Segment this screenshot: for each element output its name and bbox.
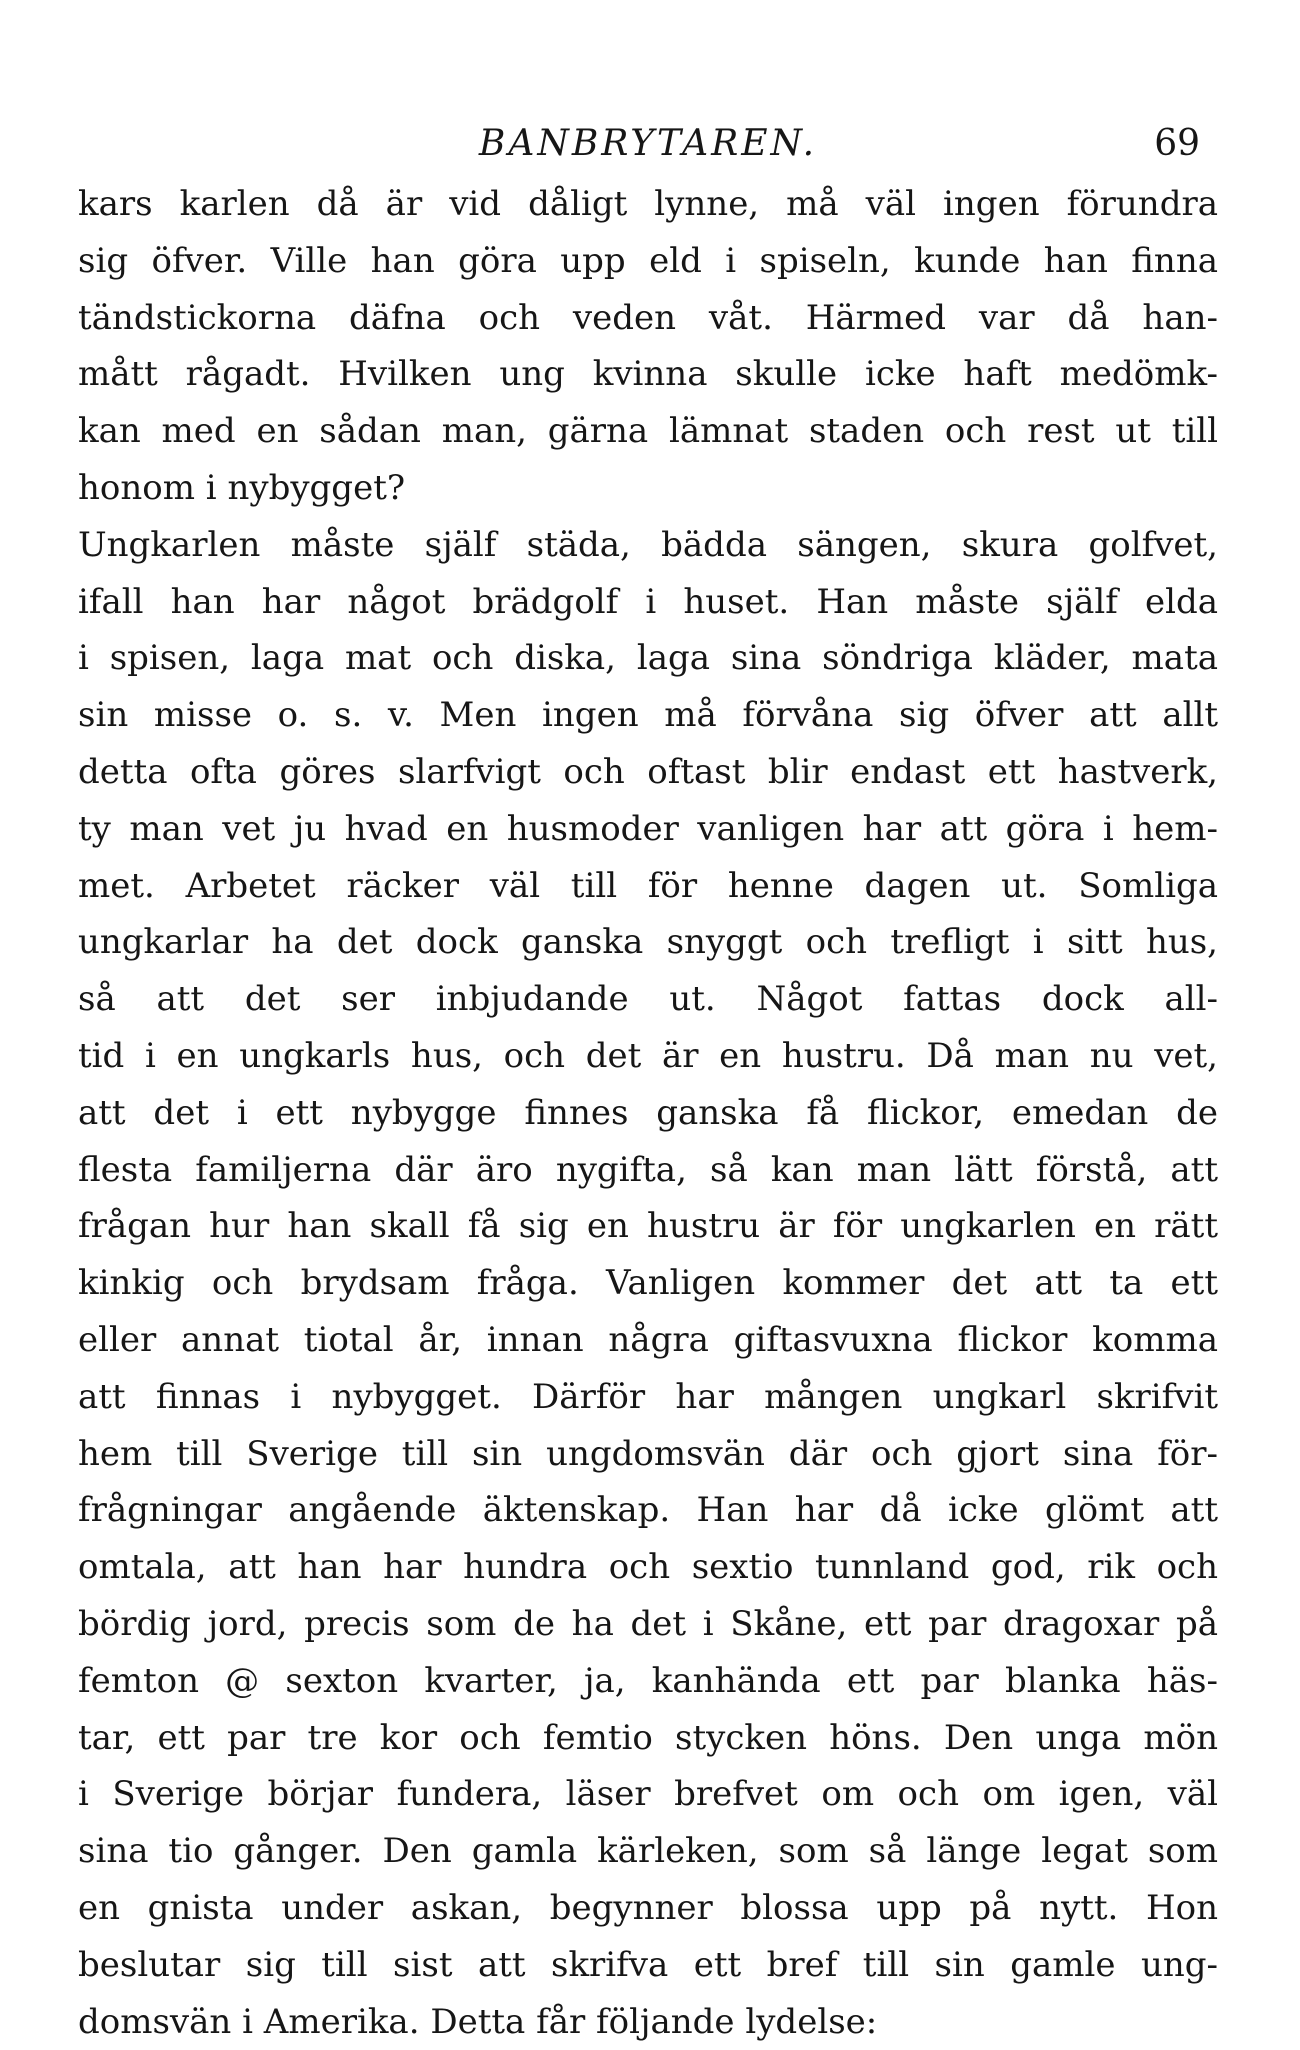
text-line: tändstickorna däfna och veden våt. Härmed var då han-	[78, 290, 1218, 347]
text-line: att finnas i nybygget. Därför har mången ungkarl skrifvit	[78, 1369, 1218, 1426]
text-line: så att det ser inbjudande ut. Något fattas dock all-	[78, 971, 1218, 1028]
text-line: kan med en sådan man, gärna lämnat staden och rest ut till	[78, 403, 1218, 460]
text-line: frågan hur han skall få sig en hustru är för ungkarlen en rätt	[78, 1198, 1218, 1255]
text-line: met. Arbetet räcker väl till för henne dagen ut. Somliga	[78, 858, 1218, 915]
text-line: ifall han har något brädgolf i huset. Han måste själf elda	[78, 574, 1218, 631]
text-line: sina tio gånger. Den gamla kärleken, som så länge legat som	[78, 1823, 1218, 1880]
text-line: tar, ett par tre kor och femtio stycken höns. Den unga mön	[78, 1710, 1218, 1767]
text-line: Ungkarlen måste själf städa, bädda sängen, skura golfvet,	[78, 517, 1218, 574]
text-line: flesta familjerna där äro nygifta, så kan man lätt förstå, att	[78, 1142, 1218, 1199]
text-line: domsvän i Amerika. Detta får följande lydelse:	[78, 1994, 1218, 2050]
running-title: BANBRYTAREN.	[78, 112, 1218, 176]
text-line: femton @ sexton kvarter, ja, kanhända ett par blanka häs-	[78, 1653, 1218, 1710]
text-line: bördig jord, precis som de ha det i Skåne, ett par dragoxar på	[78, 1596, 1218, 1653]
text-line: honom i nybygget?	[78, 460, 1218, 517]
text-line: tid i en ungkarls hus, och det är en hustru. Då man nu vet,	[78, 1028, 1218, 1085]
text-line: hem till Sverige till sin ungdomsvän där och gjort sina för-	[78, 1426, 1218, 1483]
page-number: 69	[1154, 112, 1200, 176]
text-line: mått rågadt. Hvilken ung kvinna skulle icke haft medömk-	[78, 346, 1218, 403]
text-line: frågningar angående äktenskap. Han har då icke glömt att	[78, 1482, 1218, 1539]
body-text	[78, 176, 1218, 2050]
text-line: beslutar sig till sist att skrifva ett bref till sin gamle ung-	[78, 1937, 1218, 1994]
text-line: eller annat tiotal år, innan några giftasvuxna flickor komma	[78, 1312, 1218, 1369]
text-line: i Sverige börjar fundera, läser brefvet om och om igen, väl	[78, 1766, 1218, 1823]
text-line: detta ofta göres slarfvigt och oftast blir endast ett hastverk,	[78, 744, 1218, 801]
text-line: ty man vet ju hvad en husmoder vanligen har att göra i hem-	[78, 801, 1218, 858]
text-line: en gnista under askan, begynner blossa upp på nytt. Hon	[78, 1880, 1218, 1937]
text-line: sig öfver. Ville han göra upp eld i spiseln, kunde han finna	[78, 233, 1218, 290]
text-line: sin misse o. s. v. Men ingen må förvåna sig öfver att allt	[78, 687, 1218, 744]
text-line: kars karlen då är vid dåligt lynne, må väl ingen förundra	[78, 176, 1218, 233]
text-line: omtala, att han har hundra och sextio tunnland god, rik och	[78, 1539, 1218, 1596]
text-line: kinkig och brydsam fråga. Vanligen kommer det att ta ett	[78, 1255, 1218, 1312]
text-line: ungkarlar ha det dock ganska snyggt och trefligt i sitt hus,	[78, 914, 1218, 971]
text-line: att det i ett nybygge finnes ganska få flickor, emedan de	[78, 1085, 1218, 1142]
running-head	[78, 112, 1218, 176]
text-line: i spisen, laga mat och diska, laga sina söndriga kläder, mata	[78, 630, 1218, 687]
